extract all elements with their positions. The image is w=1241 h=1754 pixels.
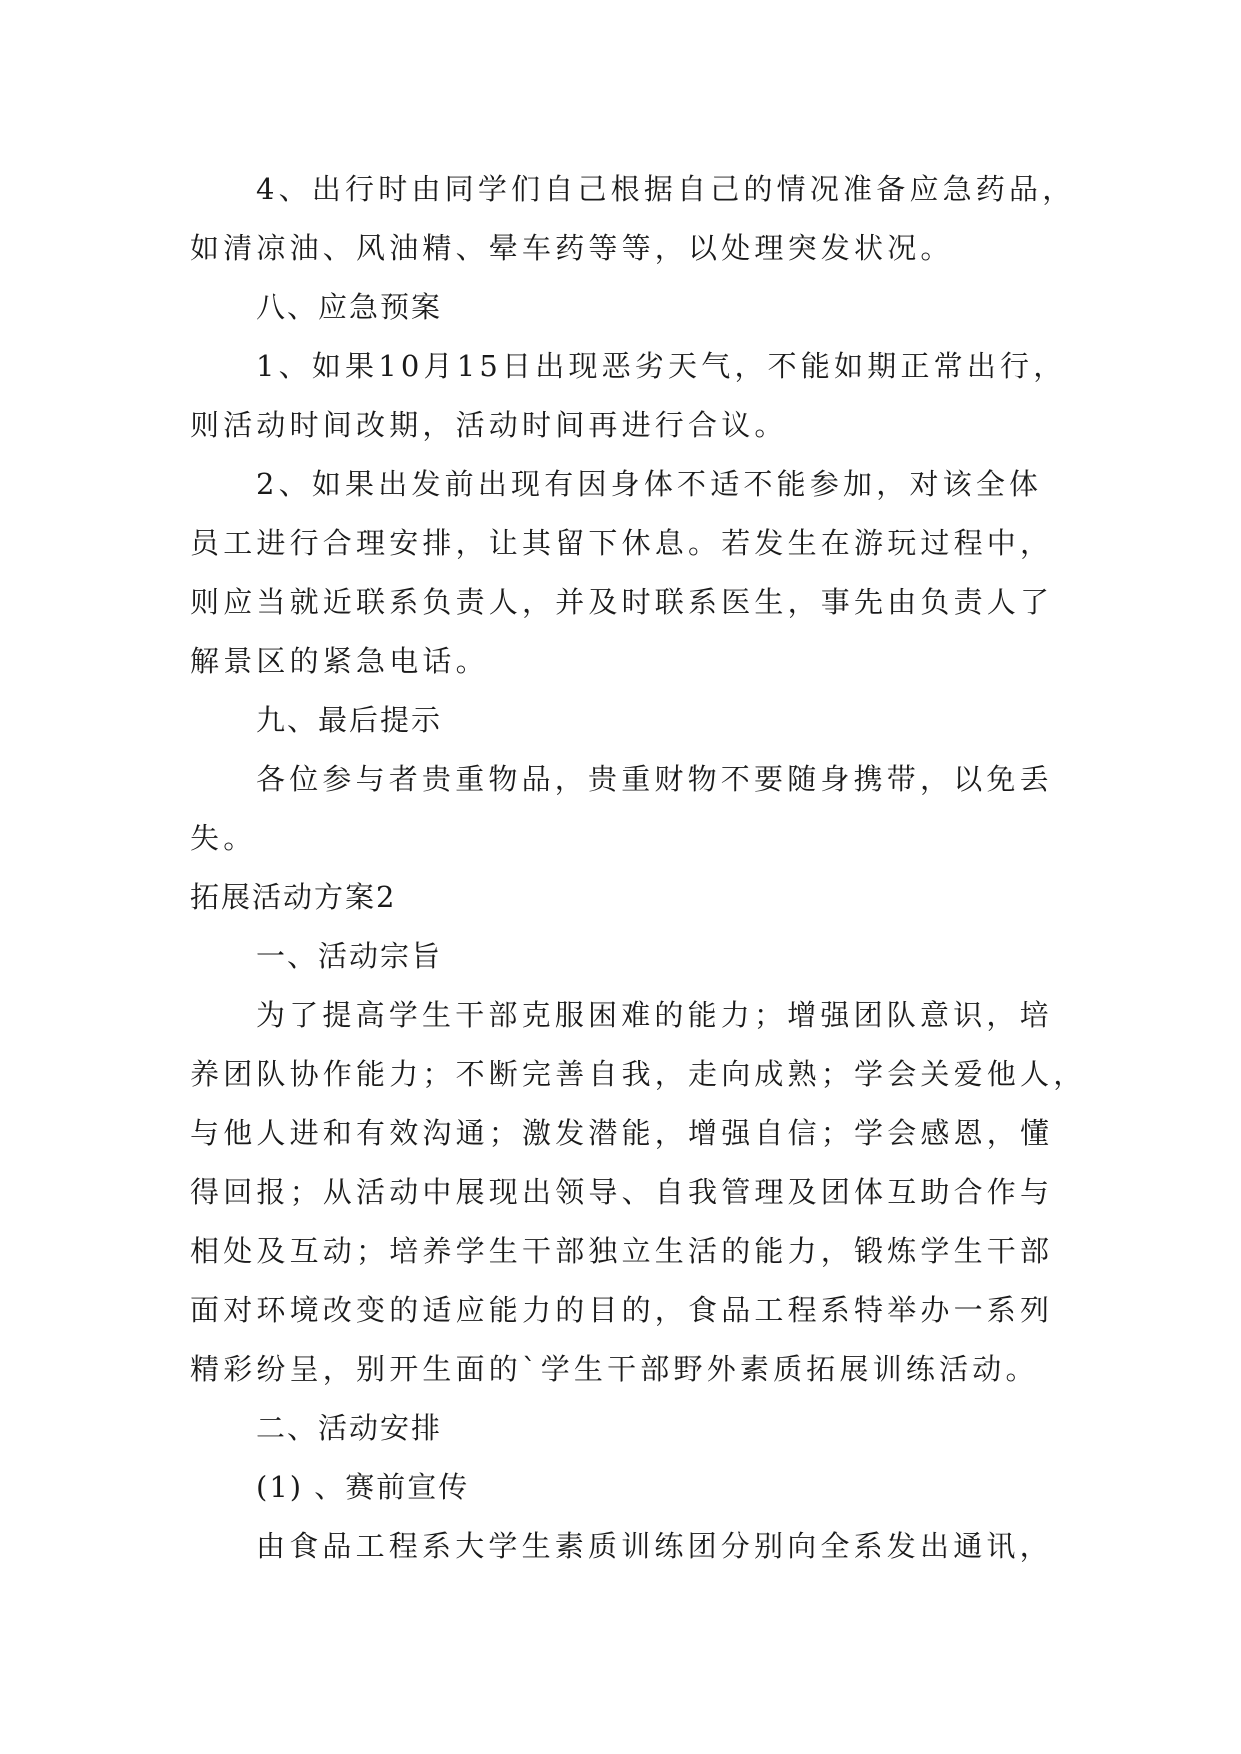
- paragraph-line: 如清凉油、风油精、晕车药等等，以处理突发状况。: [190, 231, 954, 265]
- paragraph-line: 由食品工程系大学生素质训练团分别向全系发出通讯，: [256, 1529, 1053, 1563]
- paragraph-line: 得回报；从活动中展现出领导、自我管理及团体互助合作与: [190, 1175, 1054, 1209]
- paragraph-line: 则应当就近联系负责人，并及时联系医生，事先由负责人了: [190, 585, 1054, 619]
- section-heading: 九、最后提示: [256, 703, 443, 737]
- paragraph-line: 则活动时间改期，活动时间再进行合议。: [190, 408, 788, 442]
- paragraph-line: 4、出行时由同学们自己根据自己的情况准备应急药品，: [256, 172, 1076, 206]
- paragraph-line: 精彩纷呈，别开生面的`学生干部野外素质拓展训练活动。: [190, 1352, 1039, 1386]
- paragraph-line: 相处及互动；培养学生干部独立生活的能力，锻炼学生干部: [190, 1234, 1054, 1268]
- paragraph-line: 失。: [190, 821, 257, 855]
- paragraph-line: 解景区的紧急电话。: [190, 644, 489, 678]
- subsection-heading: (1) 、赛前宣传: [256, 1470, 470, 1504]
- paragraph-line: 养团队协作能力；不断完善自我，走向成熟；学会关爱他人，: [190, 1057, 1087, 1091]
- section-heading: 一、活动宗旨: [256, 939, 443, 973]
- document-title: 拓展活动方案2: [190, 880, 397, 914]
- section-heading: 二、活动安排: [256, 1411, 443, 1445]
- section-heading: 八、应急预案: [256, 290, 443, 324]
- paragraph-line: 为了提高学生干部克服困难的能力；增强团队意识，培: [256, 998, 1053, 1032]
- paragraph-line: 面对环境改变的适应能力的目的，食品工程系特举办一系列: [190, 1293, 1054, 1327]
- paragraph-line: 各位参与者贵重物品，贵重财物不要随身携带，以免丢: [256, 762, 1053, 796]
- document-body: [190, 160, 1087, 1576]
- paragraph-line: 1、如果10月15日出现恶劣天气，不能如期正常出行，: [256, 349, 1067, 383]
- paragraph-line: 与他人进和有效沟通；激发潜能，增强自信；学会感恩，懂: [190, 1116, 1054, 1150]
- paragraph-line: 员工进行合理安排，让其留下休息。若发生在游玩过程中，: [190, 526, 1054, 560]
- paragraph-line: 2、如果出发前出现有因身体不适不能参加，对该全体: [256, 467, 1043, 501]
